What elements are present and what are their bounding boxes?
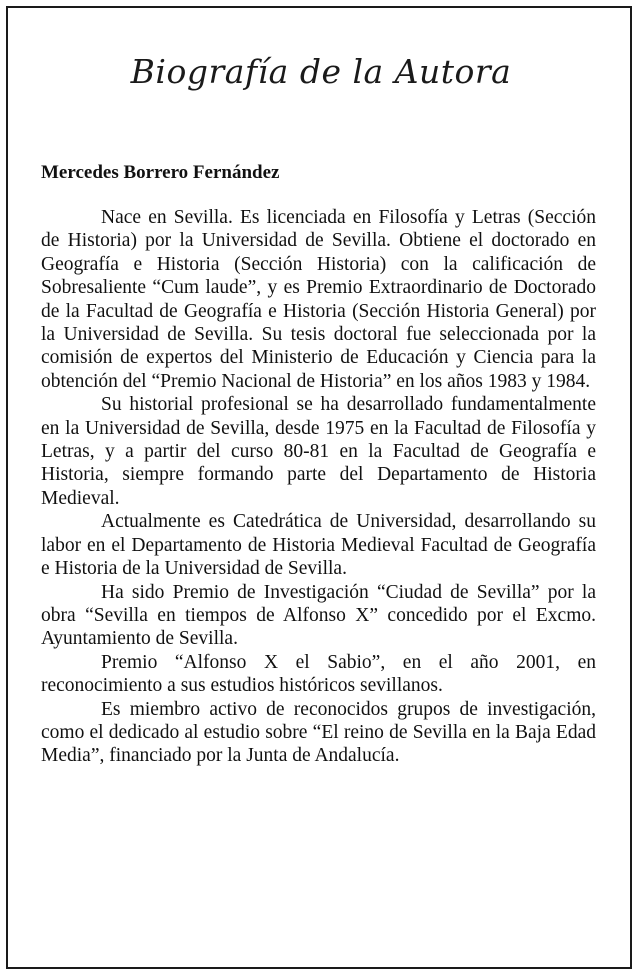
author-name: Mercedes Borrero Fernández	[41, 162, 280, 183]
biography-paragraph: Premio “Alfonso X el Sabio”, en el año 2001, en reconocimiento a sus estudios históricos sevillanos.	[41, 651, 596, 697]
biography-paragraph: Es miembro activo de reconocidos grupos de investigación, como el dedicado al estudio sobre “El reino de Sevilla en la Baja Edad Media”, financiado por la Junta de Andalucía.	[41, 698, 596, 767]
page-title: Biografía de la Autora	[130, 52, 512, 91]
biography-paragraph: Su historial profesional se ha desarrollado fundamentalmente en la Universidad de Sevilla, desde 1975 en la Facultad de Filosofía y Letras, y a partir del curso 80-81 en la Facultad de Geografía e Historia, siempre formando parte del Departamento de Historia Medieval.	[41, 394, 596, 509]
biography-paragraph: Actualmente es Catedrática de Universidad, desarrollando su labor en el Departamento de Historia Medieval Facultad de Geografía e Historia de la Universidad de Sevilla.	[41, 511, 596, 580]
biography-paragraph: Nace en Sevilla. Es licenciada en Filosofía y Letras (Sección de Historia) por la Universidad de Sevilla. Obtiene el doctorado en Geografía e Historia (Sección Historia) con la calificación de Sobresaliente “Cum laude”, y es Premio Extraordinario de Doctorado de la Facultad de Geografía e Historia (Sección Historia General) por la Universidad de Sevilla. Su tesis doctoral fue seleccionada por la comisión de expertos del Ministerio de Educación y Ciencia para la obtención del “Premio Nacional de Historia” en los años 1983 y 1984.	[41, 207, 596, 392]
biography-body	[41, 206, 596, 768]
biography-paragraph: Ha sido Premio de Investigación “Ciudad de Sevilla” por la obra “Sevilla en tiempos de Alfonso X” concedido por el Excmo. Ayuntamiento de Sevilla.	[41, 581, 596, 650]
